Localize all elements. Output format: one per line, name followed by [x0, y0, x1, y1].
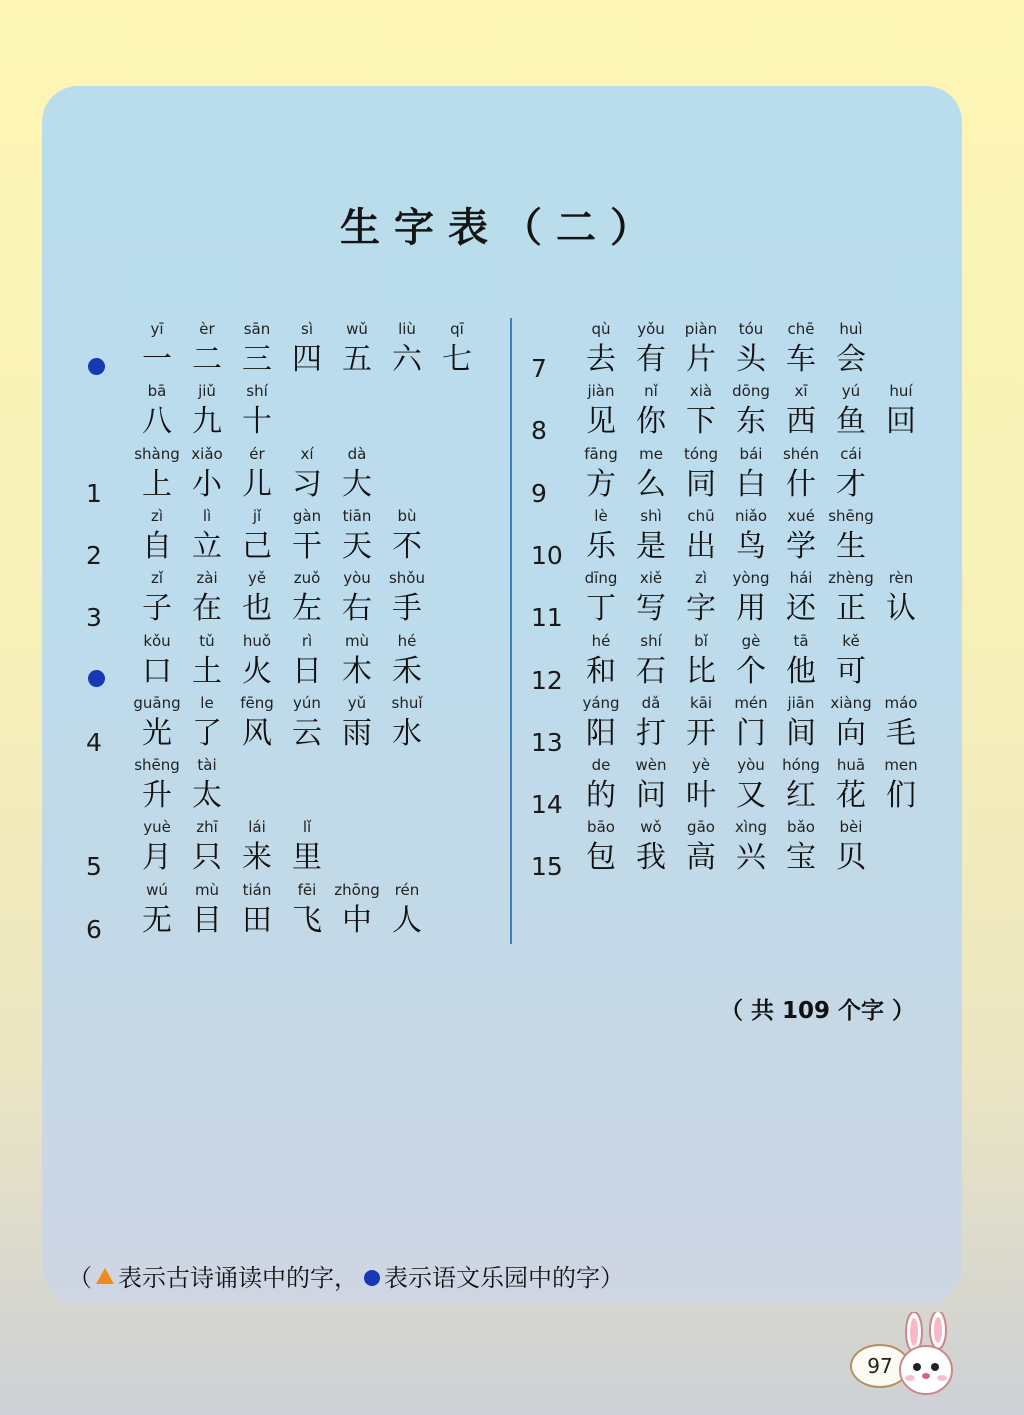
pinyin: mù: [194, 880, 220, 899]
hanzi: 会: [836, 342, 866, 377]
pinyin: gè: [741, 631, 761, 650]
hanzi: 毛: [886, 715, 916, 751]
hanzi: 东: [736, 404, 766, 440]
pinyin: zuǒ: [293, 569, 321, 588]
pinyin: shàng: [134, 444, 180, 463]
pinyin: lái: [248, 818, 266, 837]
hanzi: 问: [636, 778, 666, 814]
hanzi: 上: [142, 466, 172, 502]
lesson-number: 7: [531, 354, 547, 383]
character-total: （ 共 109 个字 ）: [720, 998, 916, 1024]
lesson-number: 11: [531, 603, 563, 633]
pinyin: gàn: [292, 506, 322, 525]
hanzi: 十: [242, 404, 272, 440]
pinyin: hái: [789, 569, 813, 588]
hanzi: 回: [886, 404, 916, 440]
pinyin: jiǔ: [198, 382, 216, 401]
hanzi: 宝: [786, 840, 816, 876]
pinyin: tā: [793, 631, 809, 650]
hanzi: 方: [586, 466, 616, 502]
hanzi: 乐: [586, 528, 616, 564]
hanzi: 个: [736, 653, 766, 689]
pinyin: wèn: [635, 756, 667, 775]
pinyin: bā: [147, 382, 167, 401]
hanzi: 高: [686, 840, 716, 876]
pinyin: niǎo: [734, 506, 768, 525]
hanzi: 四: [292, 342, 322, 377]
pinyin: tián: [242, 880, 272, 899]
hanzi: 间: [786, 715, 816, 751]
lesson-number: 15: [531, 852, 563, 882]
hanzi: 石: [636, 653, 666, 689]
pinyin: yòu: [737, 756, 765, 775]
footnote-dot-text: 表示语文乐园中的字: [384, 1264, 600, 1292]
pinyin: hé: [397, 631, 417, 650]
hanzi: 日: [292, 653, 322, 689]
pinyin: máo: [884, 693, 918, 712]
hanzi: 来: [242, 840, 272, 876]
pinyin: nǐ: [644, 382, 658, 401]
pinyin: kě: [842, 631, 860, 650]
pinyin: shì: [640, 506, 662, 525]
hanzi: 用: [736, 591, 766, 627]
hanzi: 正: [836, 591, 866, 627]
hanzi: 么: [636, 466, 666, 502]
character-row: [0, 444, 1000, 508]
hanzi: 西: [786, 404, 816, 440]
pinyin: fāng: [584, 444, 618, 463]
pinyin: zhèng: [828, 569, 874, 588]
hanzi: 二: [192, 342, 222, 377]
character-row: [0, 693, 1000, 757]
pinyin: xué: [787, 506, 815, 525]
hanzi: 九: [192, 404, 222, 440]
pinyin: qī: [450, 320, 464, 338]
pinyin: tóu: [738, 320, 764, 338]
pinyin: lì: [202, 506, 212, 525]
pinyin: yǔ: [347, 693, 367, 712]
hanzi: 向: [836, 715, 866, 751]
pinyin: le: [200, 693, 214, 712]
hanzi: 兴: [736, 840, 766, 876]
hanzi: 写: [636, 591, 666, 627]
character-row: [0, 382, 1000, 446]
character-row: [0, 569, 1000, 633]
pinyin: bái: [739, 444, 763, 463]
hanzi: 打: [636, 715, 666, 751]
pinyin: dǎ: [641, 693, 661, 712]
lesson-number: 1: [86, 478, 102, 508]
hanzi: 右: [342, 591, 372, 627]
pinyin: jiān: [787, 693, 815, 712]
character-row: [0, 756, 1000, 820]
character-cell: [382, 881, 432, 939]
hanzi: 鱼: [836, 404, 866, 440]
hanzi: 不: [392, 528, 422, 564]
character-cell: [826, 818, 876, 876]
pinyin: yún: [293, 693, 321, 712]
character-cell: [826, 507, 876, 565]
hanzi: 花: [836, 778, 866, 814]
hanzi: 五: [342, 342, 372, 377]
pinyin: tiān: [342, 506, 372, 525]
hanzi: 见: [586, 404, 616, 440]
hanzi: 无: [142, 902, 172, 938]
hanzi: 可: [836, 653, 866, 689]
character-row: [0, 506, 1000, 570]
pinyin: ér: [249, 444, 265, 463]
pinyin: zì: [694, 569, 708, 588]
page-title: 生字表（二）: [340, 204, 664, 251]
pinyin: qù: [591, 320, 611, 338]
hanzi: 里: [292, 840, 322, 876]
hanzi: 干: [292, 528, 322, 564]
pinyin: shén: [782, 444, 820, 463]
pinyin: men: [884, 756, 918, 775]
hanzi: 片: [686, 342, 716, 377]
pinyin: lè: [594, 506, 608, 525]
pinyin: bāo: [587, 818, 615, 837]
triangle-marker-icon: [96, 1268, 114, 1284]
pinyin: zì: [150, 506, 164, 525]
hanzi: 和: [586, 653, 616, 689]
hanzi: 人: [392, 902, 422, 938]
hanzi: 禾: [392, 653, 422, 689]
pinyin: bǎo: [787, 818, 815, 837]
pinyin: mù: [344, 631, 370, 650]
pinyin: shǒu: [388, 569, 425, 588]
pinyin: huì: [839, 320, 863, 338]
pinyin: xìng: [734, 818, 768, 837]
hanzi: 才: [836, 466, 866, 502]
hanzi: 己: [242, 528, 272, 564]
pinyin: èr: [199, 320, 215, 338]
pinyin: zài: [196, 569, 218, 588]
pinyin: sì: [301, 320, 313, 338]
lesson-number: 2: [86, 540, 102, 570]
hanzi: 丁: [586, 591, 616, 627]
character-cell: [876, 382, 926, 440]
pinyin: xí: [300, 444, 314, 463]
hanzi: 八: [142, 404, 172, 440]
lesson-number: 9: [531, 478, 547, 508]
hanzi: 田: [242, 902, 272, 938]
hanzi: 光: [142, 715, 172, 751]
hanzi: 是: [636, 528, 666, 564]
pinyin: piàn: [684, 320, 718, 338]
pinyin: xiǎo: [191, 444, 223, 463]
dot-marker-icon: [364, 1270, 380, 1286]
hanzi: 一: [142, 342, 172, 377]
pinyin: sān: [243, 320, 271, 338]
pinyin: fēi: [297, 880, 317, 899]
legend-footnote: [68, 1258, 624, 1293]
pinyin: huí: [889, 382, 913, 401]
hanzi: 风: [242, 715, 272, 751]
footnote-close-paren: ）: [600, 1264, 624, 1292]
hanzi: 开: [686, 715, 716, 751]
hanzi: 头: [736, 342, 766, 377]
hanzi: 又: [736, 778, 766, 814]
lesson-number: 5: [86, 852, 102, 882]
pinyin: yè: [691, 756, 711, 775]
pinyin: bèi: [839, 818, 863, 837]
character-row: [0, 320, 1000, 383]
hanzi: 我: [636, 840, 666, 876]
character-row: [0, 818, 1000, 882]
hanzi: 学: [786, 528, 816, 564]
hanzi: 水: [392, 715, 422, 751]
hanzi: 口: [142, 653, 172, 689]
hanzi: 习: [292, 466, 322, 502]
hanzi: 下: [686, 404, 716, 440]
pinyin: fēng: [240, 693, 274, 712]
hanzi: 六: [392, 342, 422, 377]
hanzi: 字: [686, 591, 716, 627]
pinyin: tài: [197, 756, 217, 775]
lesson-number: 14: [531, 790, 563, 820]
hanzi: 还: [786, 591, 816, 627]
character-cell: [876, 569, 926, 627]
pinyin: xiàng: [830, 693, 872, 712]
footnote-triangle-text: 表示古诗诵读中的字，: [118, 1264, 358, 1292]
hanzi: 月: [142, 840, 172, 876]
hanzi: 叶: [686, 778, 716, 814]
hanzi: 你: [636, 404, 666, 440]
hanzi: 升: [142, 778, 172, 814]
character-cell: [826, 320, 876, 378]
pinyin: shuǐ: [391, 693, 423, 712]
pinyin: hóng: [782, 756, 820, 775]
character-row: [0, 880, 500, 944]
pinyin: tǔ: [199, 631, 215, 650]
pinyin: yǒu: [637, 320, 665, 338]
lesson-number: 4: [86, 727, 102, 757]
pinyin: bù: [397, 506, 417, 525]
pinyin: wǔ: [346, 320, 368, 338]
pinyin: me: [639, 444, 663, 463]
hanzi: 红: [786, 778, 816, 814]
footnote-open-paren: （: [68, 1264, 92, 1292]
pinyin: yú: [841, 382, 861, 401]
hanzi: 比: [686, 653, 716, 689]
lesson-number: 12: [531, 665, 563, 695]
hanzi: 雨: [342, 715, 372, 751]
pinyin: wú: [146, 880, 168, 899]
pinyin: tóng: [683, 444, 719, 463]
hanzi: 火: [242, 653, 272, 689]
hanzi: 他: [786, 653, 816, 689]
pinyin: de: [591, 756, 611, 775]
pinyin: shí: [640, 631, 662, 650]
pinyin: shí: [246, 382, 268, 401]
hanzi: 飞: [292, 902, 322, 938]
pinyin: dōng: [732, 382, 770, 401]
hanzi: 贝: [836, 840, 866, 876]
character-cell: [876, 694, 926, 752]
pinyin: kāi: [689, 693, 713, 712]
hanzi: 只: [192, 840, 222, 876]
hanzi: 云: [292, 715, 322, 751]
pinyin: yě: [247, 569, 267, 588]
hanzi: 自: [142, 528, 172, 564]
hanzi: 手: [392, 591, 422, 627]
hanzi: 门: [736, 715, 766, 751]
hanzi: 认: [886, 591, 916, 627]
hanzi: 同: [686, 466, 716, 502]
hanzi: 也: [242, 591, 272, 627]
character-row: [0, 631, 1000, 695]
hanzi: 天: [342, 528, 372, 564]
pinyin: rén: [394, 880, 420, 899]
lesson-number: 6: [86, 914, 102, 944]
hanzi: 鸟: [736, 528, 766, 564]
lesson-number: 3: [86, 603, 102, 633]
pinyin: cái: [840, 444, 862, 463]
character-cell: [826, 445, 876, 503]
hanzi: 阳: [586, 715, 616, 751]
character-cell: [826, 632, 876, 690]
pinyin: dīng: [584, 569, 618, 588]
hanzi: 了: [192, 715, 222, 751]
page-number: 97: [850, 1344, 910, 1388]
hanzi: 目: [192, 902, 222, 938]
pinyin: mén: [734, 693, 768, 712]
hanzi: 去: [586, 342, 616, 377]
hanzi: 的: [586, 778, 616, 814]
pinyin: shēng: [134, 756, 180, 775]
pinyin: xī: [794, 382, 808, 401]
hanzi: 木: [342, 653, 372, 689]
lesson-number: 8: [531, 416, 547, 446]
hanzi: 小: [192, 466, 222, 502]
pinyin: guāng: [133, 693, 181, 712]
pinyin: zǐ: [150, 569, 164, 588]
hanzi: 白: [736, 466, 766, 502]
pinyin: hé: [591, 631, 611, 650]
hanzi: 子: [142, 591, 172, 627]
pinyin: rì: [301, 631, 313, 650]
pinyin: yáng: [582, 693, 620, 712]
pinyin: bǐ: [694, 631, 708, 650]
hanzi: 包: [586, 840, 616, 876]
pinyin: zhōng: [334, 880, 380, 899]
pinyin: yòu: [343, 569, 371, 588]
pinyin: jǐ: [252, 506, 262, 525]
hanzi: 车: [786, 342, 816, 377]
hanzi: 出: [686, 528, 716, 564]
pinyin: xià: [689, 382, 713, 401]
hanzi: 生: [836, 528, 866, 564]
pinyin: chē: [787, 320, 815, 338]
pinyin: xiě: [639, 569, 663, 588]
pinyin: dà: [347, 444, 367, 463]
hanzi: 太: [192, 778, 222, 814]
pinyin: liù: [398, 320, 416, 338]
hanzi: 立: [192, 528, 222, 564]
hanzi: 大: [342, 466, 372, 502]
hanzi: 儿: [242, 466, 272, 502]
bunny-mascot-icon: [892, 1312, 964, 1402]
hanzi: 三: [242, 342, 272, 377]
pinyin: gāo: [687, 818, 715, 837]
hanzi: 什: [786, 466, 816, 502]
hanzi: 七: [442, 342, 472, 377]
pinyin: kǒu: [143, 631, 171, 650]
hanzi: 有: [636, 342, 666, 377]
character-cell: [876, 756, 926, 814]
pinyin: yuè: [143, 818, 171, 837]
lesson-number: 10: [531, 540, 563, 570]
pinyin: jiàn: [587, 382, 615, 401]
hanzi: 土: [192, 653, 222, 689]
pinyin: rèn: [888, 569, 914, 588]
pinyin: lǐ: [302, 818, 312, 837]
pinyin: wǒ: [640, 818, 662, 837]
pinyin: shēng: [828, 506, 874, 525]
pinyin: yī: [150, 320, 164, 338]
hanzi: 在: [192, 591, 222, 627]
lesson-number: 13: [531, 727, 563, 757]
hanzi: 们: [886, 778, 916, 814]
pinyin: yòng: [732, 569, 770, 588]
pinyin: huǒ: [242, 631, 272, 650]
pinyin: chū: [687, 506, 715, 525]
hanzi: 左: [292, 591, 322, 627]
pinyin: zhī: [196, 818, 218, 837]
pinyin: huā: [836, 756, 866, 775]
hanzi: 中: [342, 902, 372, 938]
